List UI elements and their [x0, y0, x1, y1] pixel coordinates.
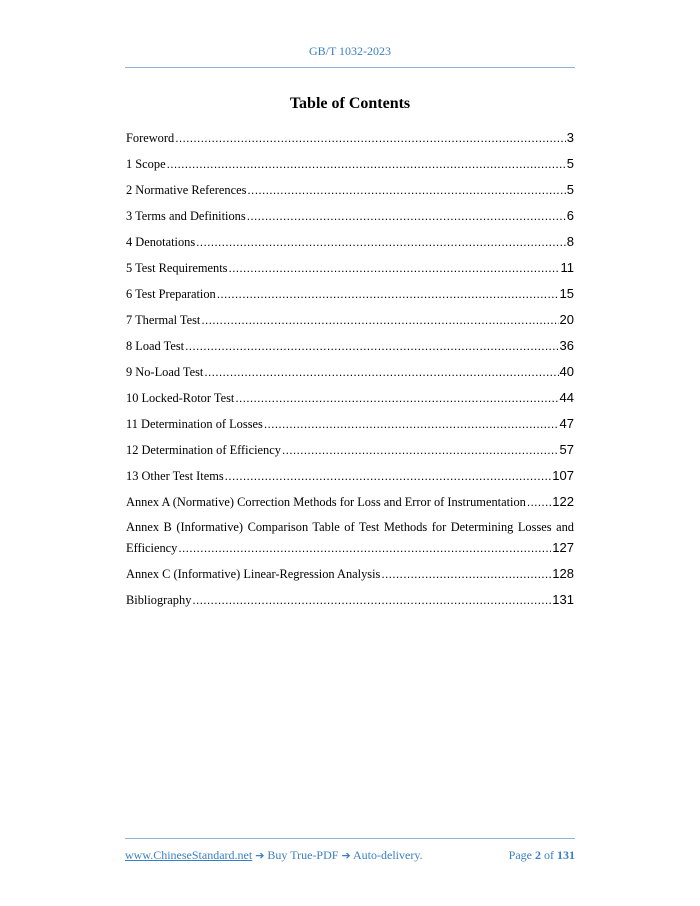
dot-leader: [201, 313, 558, 328]
toc-entry-annex-c[interactable]: [126, 566, 574, 582]
current-page-number: 2: [535, 848, 541, 862]
toc-entry-page: 8: [566, 234, 574, 249]
dot-leader: [192, 593, 551, 608]
toc-entry-label: 4 Denotations: [126, 235, 196, 249]
toc-entry-page: 20: [559, 312, 574, 327]
toc-entry-page: 131: [552, 592, 574, 607]
toc-entry-label: 7 Thermal Test: [126, 313, 201, 327]
toc-entry-page: 44: [559, 390, 574, 405]
toc-entry-label: 3 Terms and Definitions: [126, 209, 246, 223]
delivery-text: Auto-delivery.: [350, 848, 423, 862]
dot-leader: [235, 391, 558, 406]
toc-entry-label: Annex C (Informative) Linear-Regression Analysis: [126, 567, 381, 581]
toc-entry-label: Bibliography: [126, 593, 192, 607]
toc-entry-bibliography[interactable]: [126, 592, 574, 608]
toc-entry-label: 2 Normative References: [126, 183, 247, 197]
toc-entry-other-test-items[interactable]: [126, 468, 574, 484]
toc-entry-label: 8 Load Test: [126, 339, 185, 353]
toc-entry-no-load-test[interactable]: [126, 364, 574, 380]
page-word: Page: [508, 848, 532, 862]
dot-leader: [217, 287, 559, 302]
standard-code-header: GB/T 1032-2023: [308, 44, 392, 58]
dot-leader: [225, 469, 552, 484]
toc-entry-label: 1 Scope: [126, 157, 166, 171]
dot-leader: [527, 495, 551, 510]
toc-entry-test-requirements[interactable]: [126, 260, 574, 276]
toc-title: Table of Contents: [289, 95, 411, 112]
toc-entry-normative-references[interactable]: [126, 182, 574, 198]
toc-entry-thermal-test[interactable]: [126, 312, 574, 328]
toc-entry-page: 5: [566, 156, 574, 171]
toc-entry-page: 15: [559, 286, 574, 301]
dot-leader: [178, 541, 551, 556]
footer-promo: [125, 848, 423, 863]
total-pages-number: 131: [557, 848, 575, 862]
toc-entry-page: 127: [552, 540, 574, 555]
toc-entry-label: 10 Locked-Rotor Test: [126, 391, 235, 405]
footer-divider: [125, 838, 575, 839]
toc-entry-page: 5: [566, 182, 574, 197]
toc-entry-label: Annex A (Normative) Correction Methods for Loss and Error of Instrumentation: [126, 495, 526, 509]
toc-entry-page: 57: [559, 442, 574, 457]
toc-entry-label: Foreword: [126, 131, 175, 145]
toc-entry-terms-definitions[interactable]: [126, 208, 574, 224]
site-link[interactable]: www.ChineseStandard.net: [125, 848, 253, 862]
toc-entry-label: 11 Determination of Losses: [126, 417, 263, 431]
toc-entry-page: 40: [559, 364, 574, 379]
toc-entry-page: 128: [552, 566, 574, 581]
dot-leader: [175, 131, 566, 146]
toc-entry-page: 11: [560, 260, 574, 275]
toc-entry-annex-b[interactable]: [126, 520, 574, 556]
toc-entry-page: 107: [552, 468, 574, 483]
toc-entry-annex-a[interactable]: [126, 494, 574, 510]
dot-leader: [381, 567, 551, 582]
toc-entry-foreword[interactable]: [126, 130, 574, 146]
dot-leader: [247, 183, 565, 198]
dot-leader: [247, 209, 566, 224]
toc-entry-page: 3: [566, 130, 574, 145]
dot-leader: [264, 417, 559, 432]
buy-text: Buy True-PDF: [264, 848, 342, 862]
table-of-contents: [126, 130, 574, 618]
dot-leader: [196, 235, 566, 250]
toc-entry-label: Annex B (Informative) Comparison Table of Test Methods for Determining Losses and: [126, 520, 574, 534]
toc-entry-label: 12 Determination of Efficiency: [126, 443, 281, 457]
toc-entry-label-continued: Efficiency: [126, 541, 178, 555]
toc-entry-page: 122: [552, 494, 574, 509]
toc-entry-continuation: [126, 540, 574, 556]
right-arrow-icon: ➔: [341, 849, 351, 862]
toc-entry-page: 6: [566, 208, 574, 223]
toc-entry-page: 36: [559, 338, 574, 353]
toc-entry-determination-of-losses[interactable]: [126, 416, 574, 432]
toc-entry-determination-of-efficiency[interactable]: [126, 442, 574, 458]
toc-entry-load-test[interactable]: [126, 338, 574, 354]
right-arrow-icon: ➔: [255, 849, 265, 862]
dot-leader: [167, 157, 566, 172]
toc-entry-label: 6 Test Preparation: [126, 287, 216, 301]
toc-entry-label: 5 Test Requirements: [126, 261, 228, 275]
dot-leader: [282, 443, 559, 458]
toc-entry-test-preparation[interactable]: [126, 286, 574, 302]
toc-entry-label: 13 Other Test Items: [126, 469, 224, 483]
toc-entry-label: 9 No-Load Test: [126, 365, 204, 379]
dot-leader: [228, 261, 559, 276]
toc-entry-scope[interactable]: [126, 156, 574, 172]
toc-entry-locked-rotor-test[interactable]: [126, 390, 574, 406]
toc-entry-page: 47: [559, 416, 574, 431]
dot-leader: [185, 339, 558, 354]
header-divider: [125, 67, 575, 68]
toc-entry-denotations[interactable]: [126, 234, 574, 250]
dot-leader: [204, 365, 558, 380]
page-indicator: [509, 848, 575, 863]
of-word: of: [544, 848, 554, 862]
